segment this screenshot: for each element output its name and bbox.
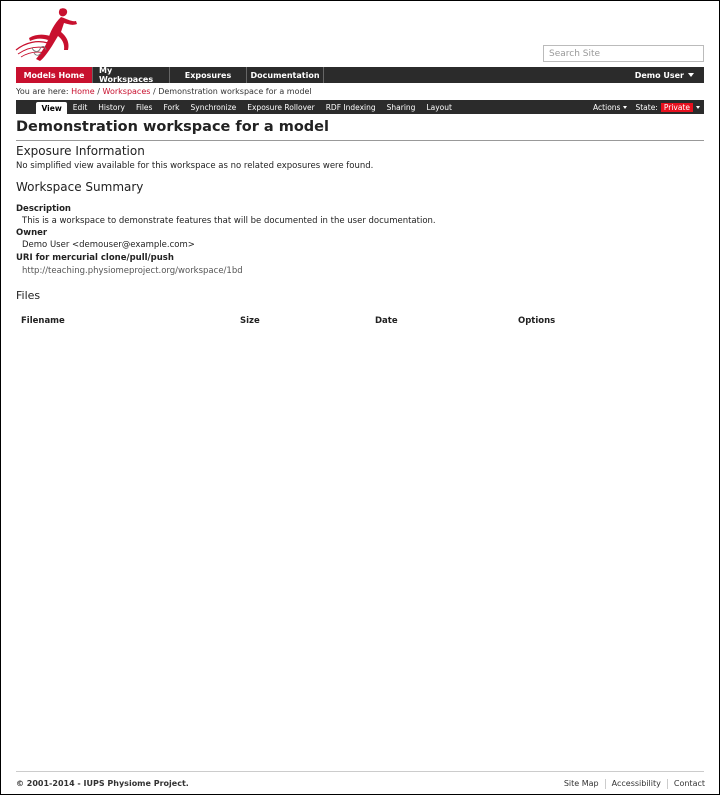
- tab-synchronize[interactable]: Synchronize: [190, 102, 237, 112]
- column-header-size[interactable]: Size: [240, 316, 260, 326]
- user-menu-label: Demo User: [634, 70, 684, 80]
- main-nav: [16, 67, 704, 83]
- page-title: Demonstration workspace for a model: [16, 119, 329, 135]
- breadcrumb: [16, 87, 312, 96]
- description-label: Description: [16, 204, 71, 214]
- footer-links: [558, 779, 705, 789]
- tab-layout[interactable]: Layout: [426, 102, 452, 112]
- column-header-options[interactable]: Options: [518, 316, 556, 326]
- caret-down-icon: [688, 73, 694, 77]
- caret-down-icon: [696, 106, 700, 109]
- files-heading: Files: [16, 289, 41, 302]
- tab-edit[interactable]: Edit: [72, 102, 88, 112]
- actions-label: Actions: [593, 102, 621, 112]
- owner-label: Owner: [16, 228, 48, 238]
- tab-fork[interactable]: Fork: [163, 102, 180, 112]
- state-label: State:: [635, 102, 658, 112]
- caret-down-icon: [623, 106, 627, 109]
- summary-heading: Workspace Summary: [16, 180, 144, 194]
- breadcrumb-workspaces[interactable]: Workspaces: [102, 87, 151, 96]
- nav-models-home[interactable]: Models Home: [16, 67, 93, 83]
- owner-text: Demo User <demouser@example.com>: [22, 240, 195, 250]
- user-menu[interactable]: [635, 67, 704, 83]
- breadcrumb-prefix: You are here:: [16, 87, 69, 96]
- footer-link-site-map[interactable]: Site Map: [563, 779, 599, 788]
- tab-files[interactable]: Files: [135, 102, 153, 112]
- column-header-date[interactable]: Date: [375, 316, 398, 326]
- uri-text[interactable]: http://teaching.physiomeproject.org/workspace/1bd: [22, 266, 243, 276]
- breadcrumb-current: Demonstration workspace for a model: [158, 87, 312, 96]
- breadcrumb-separator: /: [152, 87, 156, 96]
- state-menu[interactable]: [635, 103, 700, 112]
- breadcrumb-home[interactable]: Home: [71, 87, 95, 96]
- workspace-subnav: [16, 100, 704, 114]
- physiome-logo-icon[interactable]: [14, 6, 82, 62]
- exposure-heading: Exposure Information: [16, 144, 145, 158]
- tab-sharing[interactable]: Sharing: [386, 102, 416, 112]
- description-text: This is a workspace to demonstrate features that will be documented in the user documentation.: [22, 216, 436, 226]
- exposure-text: No simplified view available for this workspace as no related exposures were found.: [16, 161, 374, 171]
- footer-link-accessibility[interactable]: Accessibility: [611, 779, 661, 788]
- uri-label: URI for mercurial clone/pull/push: [16, 253, 174, 263]
- actions-menu[interactable]: [593, 103, 627, 112]
- breadcrumb-separator: /: [97, 87, 100, 96]
- footer-divider: [16, 771, 704, 772]
- column-header-filename[interactable]: Filename: [21, 316, 65, 326]
- tab-view[interactable]: View: [36, 102, 67, 114]
- footer-copyright: © 2001-2014 - IUPS Physiome Project.: [16, 779, 189, 788]
- footer-link-contact[interactable]: Contact: [673, 779, 705, 788]
- state-badge: Private: [661, 103, 693, 112]
- search-input[interactable]: [543, 45, 704, 62]
- nav-documentation[interactable]: Documentation: [247, 67, 324, 83]
- tab-history[interactable]: History: [98, 102, 125, 112]
- nav-exposures[interactable]: Exposures: [170, 67, 247, 83]
- tab-exposure-rollover[interactable]: Exposure Rollover: [247, 102, 315, 112]
- tab-rdf-indexing[interactable]: RDF Indexing: [325, 102, 376, 112]
- title-divider: [16, 140, 704, 141]
- nav-my-workspaces[interactable]: My Workspaces: [93, 67, 170, 83]
